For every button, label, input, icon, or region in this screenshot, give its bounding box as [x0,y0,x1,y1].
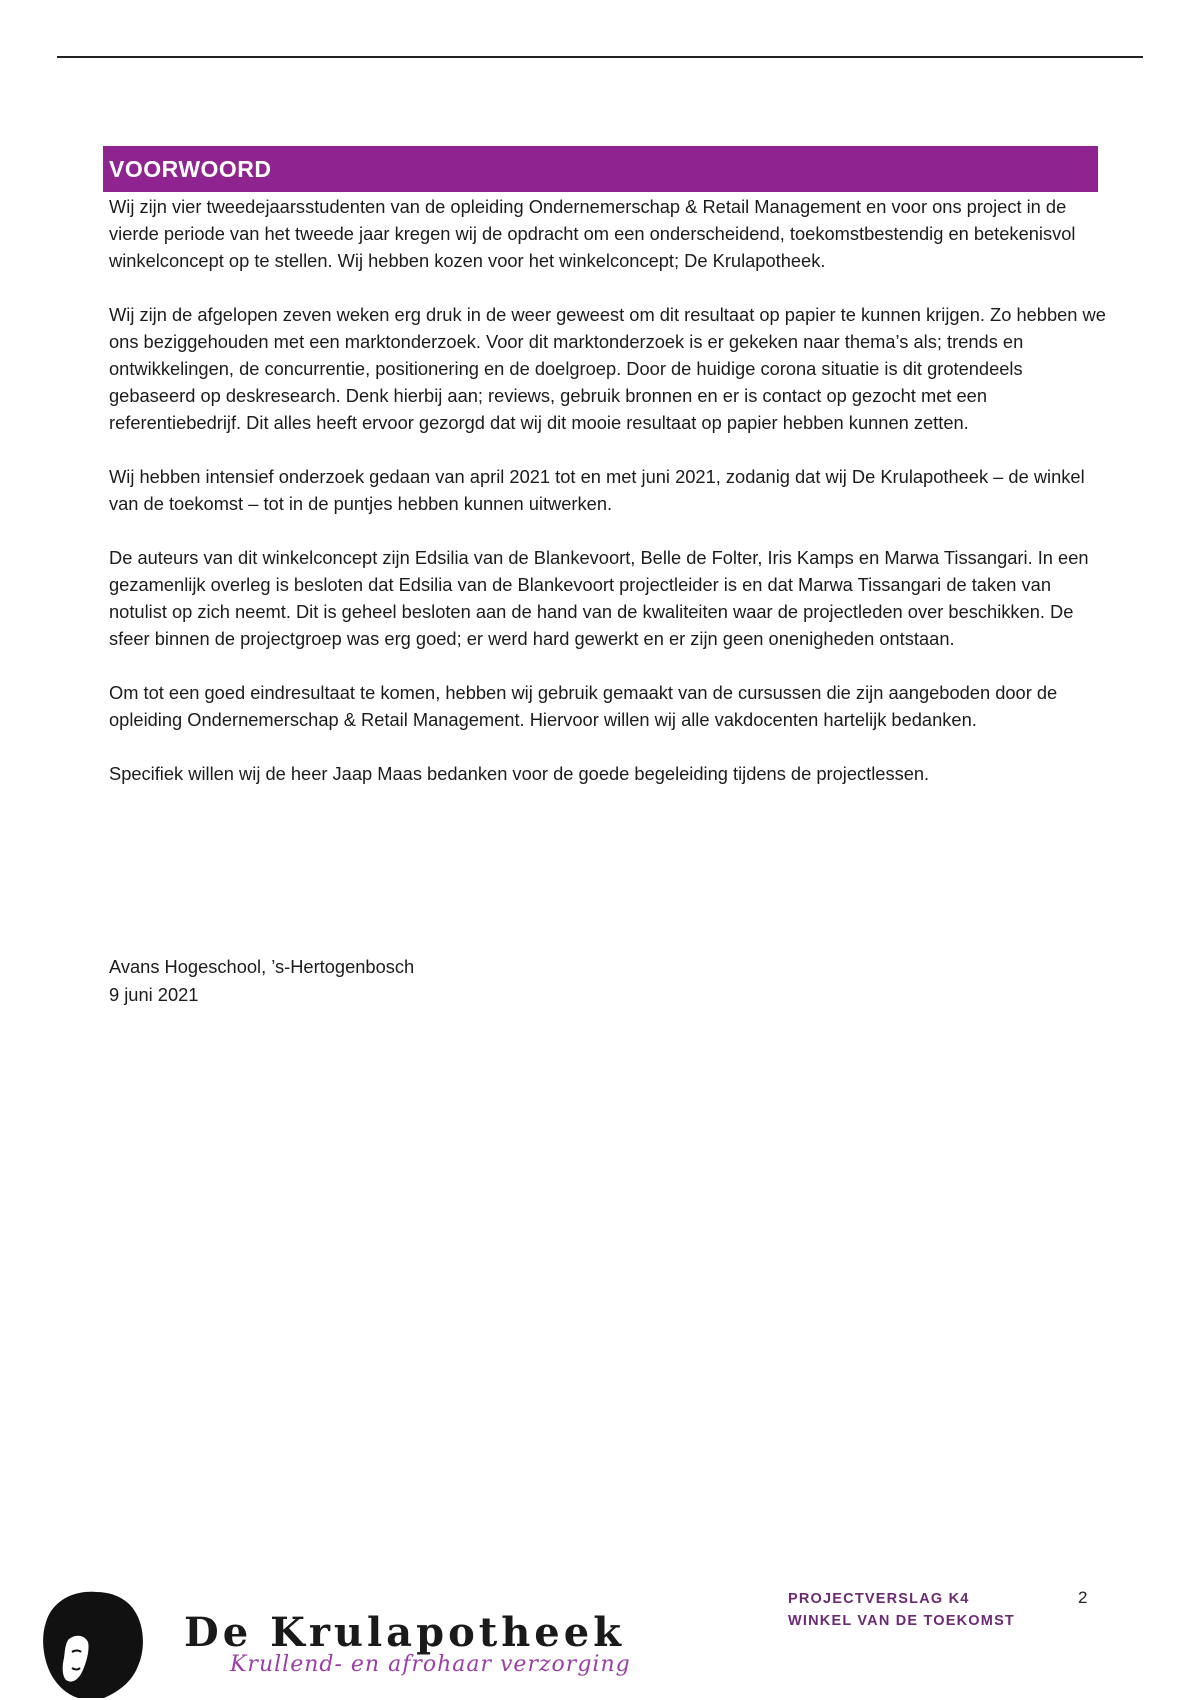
afro-woman-silhouette-icon [38,1588,148,1700]
closing-block [109,953,809,1009]
brand-tagline: Krullend- en afrohaar verzorging [230,1652,631,1677]
closing-date: 9 juni 2021 [109,984,199,1005]
paragraph: Specifiek willen wij de heer Jaap Maas bedanken voor de goede begeleiding tijdens de projectlessen. [109,763,930,784]
body-text [109,193,1109,814]
section-heading-bar [103,146,1098,192]
header-rule [57,56,1143,58]
footer-document-title [788,1588,1015,1632]
page-number: 2 [1078,1588,1088,1607]
paragraph: Wij hebben intensief onderzoek gedaan van april 2021 tot en met juni 2021, zodanig dat wij De Krulapotheek – de winkel van de toekomst – tot in de puntjes hebben kunnen uitwerken. [109,466,1085,514]
paragraph: Om tot een goed eindresultaat te komen, hebben wij gebruik gemaakt van de cursussen die zijn aangeboden door de opleiding Ondernemerschap & Retail Management. Hiervoor willen wij alle vakdocenten hartelijk bedanken. [109,682,1058,730]
paragraph: Wij zijn vier tweedejaarsstudenten van de opleiding Ondernemerschap & Retail Management en voor ons project in de vierde periode van het tweede jaar kregen wij de opdracht om een onderscheidend, toekomstbestendig en betekenisvol winkelconcept op te stellen. Wij hebben kozen voor het winkelconcept; De Krulapotheek. [109,196,1076,271]
footer-title-line-1: PROJECTVERSLAG K4 [788,1591,970,1607]
closing-place: Avans Hogeschool, ’s-Hertogenbosch [109,956,415,977]
section-heading: VOORWOORD [109,156,272,182]
brand-logo [30,1580,630,1700]
paragraph: De auteurs van dit winkelconcept zijn Edsilia van de Blankevoort, Belle de Folter, Iris Kamps en Marwa Tissangari. In een gezamenlijk overleg is besloten dat Edsilia van de Blankevoort projectleider is en dat Marwa Tissangari de taken van notulist op zich neemt. Dit is geheel besloten aan de hand van de kwaliteiten waar de projectleden over beschikken. De sfeer binnen de projectgroep was erg goed; er werd hard gewerkt en er zijn geen onenigheden ontstaan. [109,547,1089,649]
paragraph: Wij zijn de afgelopen zeven weken erg druk in de weer geweest om dit resultaat op papier te kunnen krijgen. Zo hebben we ons beziggehouden met een marktonderzoek. Voor dit marktonderzoek is er gekeken naar thema’s als; trends en ontwikkelingen, de concurrentie, positionering en de doelgroep. Door de huidige corona situatie is dit grotendeels gebaseerd op deskresearch. Denk hierbij aan; reviews, gebruik bronnen en er is contact op gezocht met een referentiebedrijf. Dit alles heeft ervoor gezorgd dat wij dit mooie resultaat op papier hebben kunnen zetten. [109,304,1106,433]
footer-title-line-2: WINKEL VAN DE TOEKOMST [788,1613,1015,1629]
brand-name: De Krulapotheek [184,1609,625,1656]
